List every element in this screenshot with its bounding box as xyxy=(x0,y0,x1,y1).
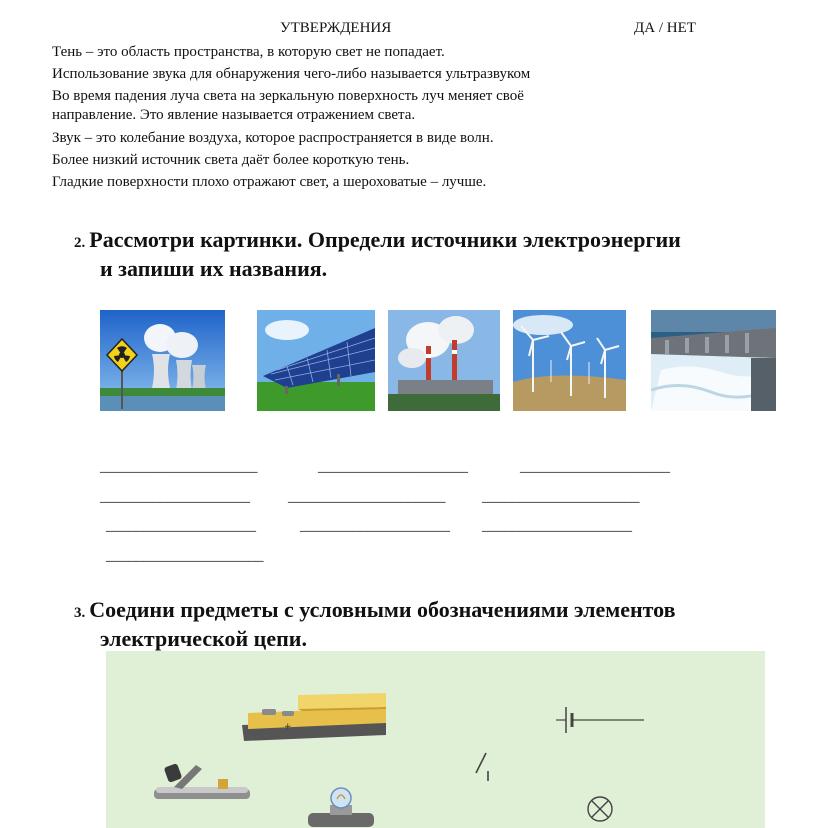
task2-title: Рассмотри картинки. Определи источники электроэнергии xyxy=(89,227,681,252)
task3-number: 3. xyxy=(74,605,86,621)
answer-line[interactable]: _____________________ xyxy=(288,489,446,505)
answer-line[interactable]: _____________________ xyxy=(106,548,264,564)
light-bulb-icon[interactable] xyxy=(306,787,376,828)
answer-line[interactable]: ____________________ xyxy=(520,459,670,475)
answer-line[interactable]: ____________________ xyxy=(300,518,450,534)
statement-6: Гладкие поверхности плохо отражают свет, а шероховатые – лучше. xyxy=(52,174,487,190)
statement-5: Более низкий источник света даёт более короткую тень. xyxy=(52,152,410,168)
answer-line[interactable]: _____________________ xyxy=(100,459,258,475)
statement-2: Использование звука для обнаружения чего-либо называется ультразвуком xyxy=(52,66,531,82)
task3-line2: электрической цепи. xyxy=(100,626,307,651)
thermal-power-plant-image xyxy=(388,310,500,411)
battery-icon[interactable] xyxy=(238,691,390,747)
task3-title: Соедини предметы с условными обозначениями элементов xyxy=(89,597,676,622)
task2-line2: и запиши их названия. xyxy=(100,256,328,281)
task2-number: 2. xyxy=(74,235,86,251)
statement-3-line1: Во время падения луча света на зеркальную поверхность луч меняет своё xyxy=(52,88,524,104)
answer-line[interactable]: ____________________ xyxy=(100,489,250,505)
nuclear-power-plant-image xyxy=(100,310,225,411)
solar-panels-image xyxy=(257,310,375,411)
answer-line[interactable]: ____________________ xyxy=(106,518,256,534)
svg-text:+: + xyxy=(284,722,292,732)
statements-header: УТВЕРЖДЕНИЯ xyxy=(280,20,392,36)
statement-1: Тень – это область пространства, в которую свет не попадает. xyxy=(52,44,445,60)
wind-turbines-image xyxy=(513,310,626,411)
knife-switch-icon[interactable] xyxy=(152,759,252,803)
answer-line[interactable]: ____________________ xyxy=(482,518,632,534)
circuit-matching-panel xyxy=(106,651,765,828)
statement-4: Звук – это колебание воздуха, которое распространяется в виде волн. xyxy=(52,130,494,146)
battery-symbol-icon[interactable] xyxy=(552,703,648,737)
statement-3-line2: направление. Это явление называется отражением света. xyxy=(52,107,416,123)
lamp-symbol-icon[interactable] xyxy=(576,793,624,825)
yes-no-header: ДА / НЕТ xyxy=(634,20,696,36)
answer-line[interactable]: ____________________ xyxy=(318,459,468,475)
answer-line[interactable]: _____________________ xyxy=(482,489,640,505)
hydro-power-dam-image xyxy=(651,310,776,411)
switch-symbol-icon[interactable] xyxy=(470,747,498,787)
